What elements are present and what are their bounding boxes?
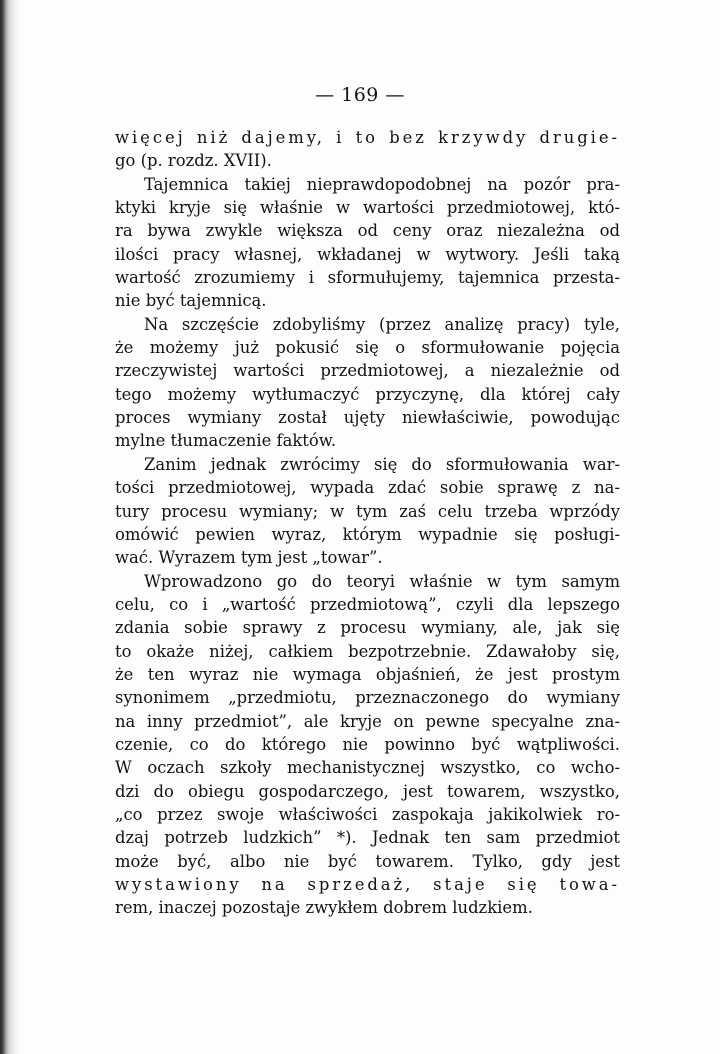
text-line: W oczach szkoły mechanistycznej wszystko, co wcho- xyxy=(115,758,620,778)
text-line: to okaże niżej, całkiem bezpotrzebnie. Zdawałoby się, xyxy=(115,641,620,661)
text-line: Zanim jednak zwrócimy się do sformułowania war- xyxy=(144,454,620,474)
text-line: proces wymiany został ujęty niewłaściwie, powodując xyxy=(115,408,620,428)
text-line: może być, albo nie być towarem. Tylko, gdy jest xyxy=(115,851,620,871)
text-line: omówić pewien wyraz, którym wypadnie się posługi- xyxy=(115,524,620,544)
page-number: — 169 — xyxy=(315,84,405,106)
text-line: go (p. rozdz. XVII). xyxy=(115,151,272,171)
text-line: rem, inaczej pozostaje zwykłem dobrem ludzkiem. xyxy=(115,898,533,918)
text-line: ra bywa zwykle większa od ceny oraz niezależna od xyxy=(115,221,620,241)
text-line: ktyki kryje się właśnie w wartości przedmiotowej, któ- xyxy=(115,198,620,218)
text-line: tości przedmiotowej, wypada zdać sobie sprawę z na- xyxy=(115,478,620,498)
text-line: czenie, co do którego nie powinno być wątpliwości. xyxy=(115,734,620,754)
text-line: nie być tajemnicą. xyxy=(115,291,267,311)
text-line: wać. Wyrazem tym jest „towar”. xyxy=(115,548,383,568)
text-line: rzeczywistej wartości przedmiotowej, a niezależnie od xyxy=(115,361,620,381)
paragraph-3 xyxy=(115,313,620,453)
text-line: „co przez swoje właściwości zaspokaja jakikolwiek ro- xyxy=(115,804,620,824)
text-line: ilości pracy własnej, wkładanej w wytwory. Jeśli taką xyxy=(115,244,620,264)
text-line: Na szczęście zdobyliśmy (przez analizę pracy) tyle, xyxy=(144,314,620,334)
text-line: dzi do obiegu gospodarczego, jest towarem, wszystko, xyxy=(115,781,620,801)
body-text xyxy=(115,126,620,920)
text-line: że ten wyraz nie wymaga objaśnień, że jest prostym xyxy=(115,664,620,684)
text-line: wystawiony na sprzedaż, staje się towa- xyxy=(115,875,620,894)
text-line: tury procesu wymiany; w tym zaś celu trzeba wprzódy xyxy=(115,501,620,521)
text-line: dzaj potrzeb ludzkich” *). Jednak ten sam przedmiot xyxy=(115,828,620,848)
text-line: zdania sobie sprawy z procesu wymiany, ale, jak się xyxy=(115,618,620,638)
text-line: celu, co i „wartość przedmiotową”, czyli dla lepszego xyxy=(115,594,620,614)
paragraph-2 xyxy=(115,173,620,313)
text-line: tego możemy wytłumaczyć przyczynę, dla której cały xyxy=(115,384,620,404)
book-spine-shadow xyxy=(0,0,24,1054)
text-line: wartość zrozumiemy i sformułujemy, tajemnica przesta- xyxy=(115,268,620,288)
text-line: mylne tłumaczenie faktów. xyxy=(115,431,337,451)
paragraph-5 xyxy=(115,570,620,920)
text-line: więcej niż dajemy, i to bez krzywdy drugie- xyxy=(115,128,620,147)
paragraph-4 xyxy=(115,453,620,570)
text-line: na inny przedmiot”, ale kryje on pewne specyalne zna- xyxy=(115,711,620,731)
text-line: synonimem „przedmiotu, przeznaczonego do wymiany xyxy=(115,688,620,708)
text-line: że możemy już pokusić się o sformułowanie pojęcia xyxy=(115,338,620,358)
paragraph-1 xyxy=(115,126,620,173)
text-line: Wprowadzono go do teoryi właśnie w tym samym xyxy=(144,571,620,591)
text-line: Tajemnica takiej nieprawdopodobnej na pozór pra- xyxy=(144,174,620,194)
